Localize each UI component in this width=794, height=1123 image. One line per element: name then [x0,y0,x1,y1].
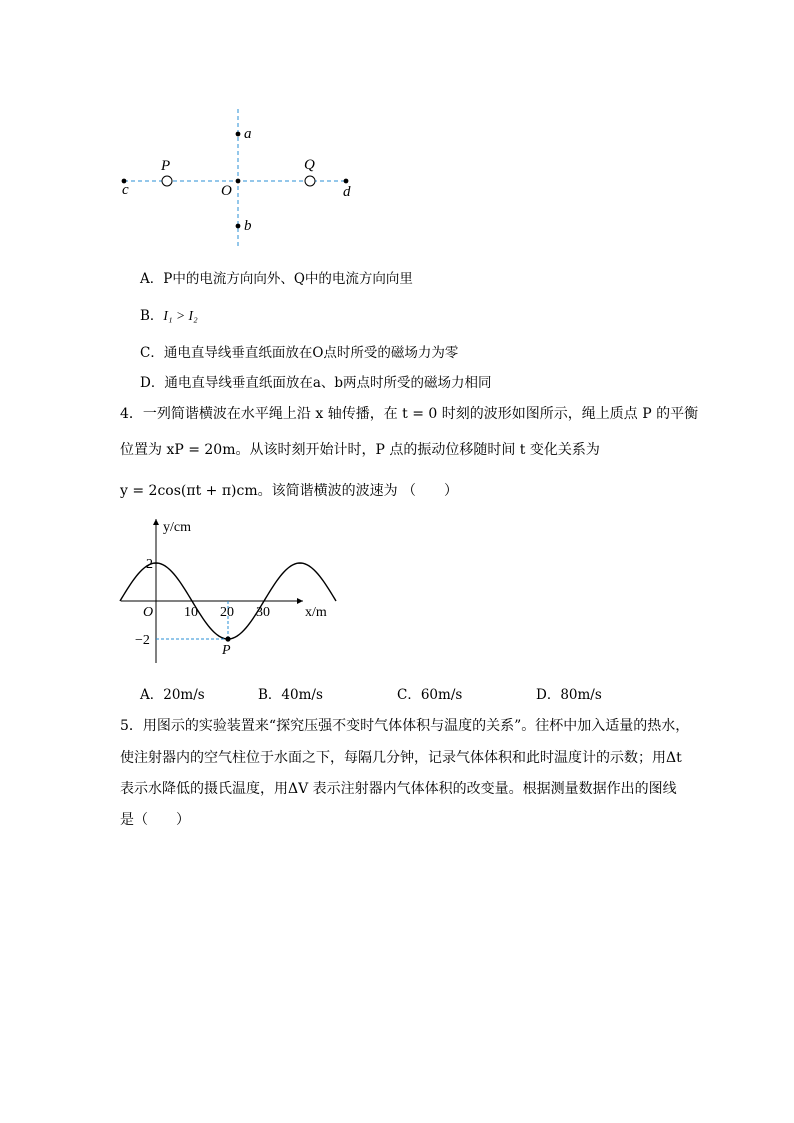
label-d: d [343,184,351,200]
point-p-label: P [222,643,231,658]
y-tick-label-pos: 2 [146,557,153,572]
x-tick-label-origin: O [143,605,154,620]
label-o: O [221,183,232,199]
wire-q [305,176,315,186]
q3-option-a: A．P中的电流方向向外、Q中的电流方向向里 [140,271,413,287]
wave-chart [115,515,340,667]
label-q: Q [304,157,315,173]
x-tick-label-10: 10 [184,605,198,620]
field-diagram [115,105,375,250]
q4-option-b: B．40m/s [258,687,323,703]
label-p: P [161,158,171,174]
q4-option-a: A．20m/s [140,687,205,703]
q4-option-c: C．60m/s [397,687,463,703]
point-b [236,224,241,229]
q5-line-3: 表示水降低的摄氏温度，用ΔV 表示注射器内气体体积的改变量。根据测量数据作出的图线 [120,781,677,797]
label-b: b [244,218,252,234]
q5-line-2: 使注射器内的空气柱位于水面之下，每隔几分钟，记录气体体积和此时温度计的示数；用Δt [120,750,682,766]
q4-line-1: 4．一列简谐横波在水平绳上沿 x 轴传播，在 t = 0 时刻的波形如图所示，绳上质点 P 的平衡 [120,406,699,422]
q3-option-b: B．I₁ > I₂ [140,308,198,324]
label-c: c [122,182,129,198]
q4-line-2: 位置为 xP = 20m。从该时刻开始计时，P 点的振动位移随时间 t 变化关系为 [120,442,600,458]
q4-option-d: D．80m/s [536,687,602,703]
point-o [236,179,241,184]
point-p-marker [225,636,230,641]
point-a [236,132,241,137]
x-tick-label-20: 20 [220,605,234,620]
label-a: a [244,126,252,142]
wire-p [162,176,172,186]
point-d [344,179,349,184]
q5-line-4: 是（ ） [120,812,190,828]
q3-option-c: C．通电直导线垂直纸面放在O点时所受的磁场力为零 [140,345,459,361]
q5-line-1: 5．用图示的实验装置来“探究压强不变时气体体积与温度的关系”。往杯中加入适量的热水， [120,718,690,734]
x-axis-label: x/m [305,605,327,620]
y-tick-label-neg: −2 [135,633,150,648]
y-axis-label: y/cm [163,520,191,535]
x-tick-label-30: 30 [256,605,270,620]
q3-option-d: D．通电直导线垂直纸面放在a、b两点时所受的磁场力相同 [140,375,492,391]
q4-line-3: y = 2cos(πt + π)cm。该简谐横波的波速为 （ ） [120,483,459,499]
